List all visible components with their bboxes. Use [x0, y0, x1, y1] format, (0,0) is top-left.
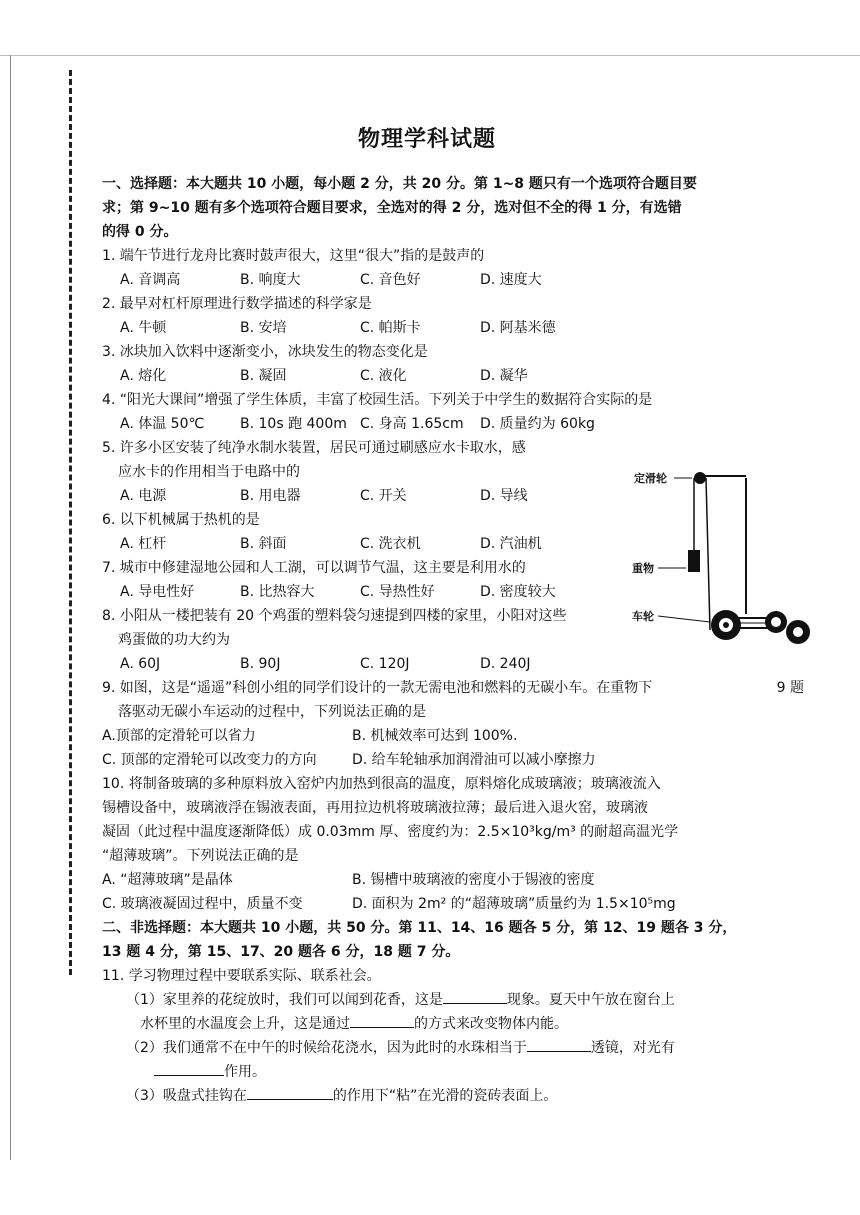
answer-blank[interactable] — [154, 1061, 224, 1076]
page-title: 物理学科试题 — [357, 127, 496, 152]
option-d[interactable]: D. 阿基米德 — [480, 320, 556, 336]
option-d[interactable]: D. 密度较大 — [480, 584, 556, 600]
text: 作用。 — [224, 1064, 266, 1080]
question-stem: 凝固（此过程中温度逐渐降低）成 0.03mm 厚、密度约为：2.5×10³kg/m³ 的耐超高温光学 — [102, 824, 679, 840]
question-stem: 11. 学习物理过程中要联系实际、联系社会。 — [102, 968, 381, 984]
option-a[interactable]: A.顶部的定滑轮可以省力 — [102, 728, 256, 744]
option-d[interactable]: D. 凝华 — [480, 368, 528, 384]
option-a[interactable]: A. 60J — [120, 656, 161, 672]
option-b[interactable]: B. 10s 跑 400m — [240, 416, 347, 432]
answer-blank[interactable] — [443, 989, 507, 1004]
option-c[interactable]: C. 帕斯卡 — [360, 320, 421, 336]
option-row — [120, 316, 752, 340]
option-b[interactable]: B. 用电器 — [240, 488, 301, 504]
question-stem: 7. 城市中修建湿地公园和人工湖，可以调节气温，这主要是利用水的 — [102, 560, 526, 576]
subquestion-1 — [126, 988, 752, 1012]
option-a[interactable]: A. 电源 — [120, 488, 167, 504]
question-stem: 1. 端午节进行龙舟比赛时鼓声很大，这里“很大”指的是鼓声的 — [102, 248, 485, 264]
instruction-line: 二、非选择题：本大题共 10 小题，共 50 分。第 11、14、16 题各 5 分，第 12、19 题各 3 分， — [102, 920, 737, 936]
question-10 — [102, 772, 752, 916]
page-top-border — [0, 55, 860, 56]
option-row — [120, 412, 752, 436]
question-stem: 4. “阳光大课间”增强了学生体质，丰富了校园生活。下列关于中学生的数据符合实际的是 — [102, 392, 653, 408]
section-1-instructions — [102, 172, 752, 244]
text: 现象。夏天中午放在窗台上 — [506, 992, 675, 1008]
question-stem: 5. 许多小区安装了纯净水制水装置，居民可通过刷感应水卡取水，感 — [102, 440, 526, 456]
question-2 — [102, 292, 752, 340]
label-weight: 重物 — [632, 562, 654, 575]
option-d[interactable]: D. 汽油机 — [480, 536, 542, 552]
binding-dashed-line — [69, 70, 72, 975]
option-row — [120, 268, 752, 292]
text: 的作用下“粘”在光滑的瓷砖表面上。 — [332, 1088, 558, 1104]
option-d[interactable]: D. 面积为 2m² 的“超薄玻璃”质量约为 1.5×10⁵mg — [352, 896, 676, 912]
option-c[interactable]: C. 开关 — [360, 488, 407, 504]
text: （2）我们通常不在中午的时候给花浇水，因为此时的水珠相当于 — [126, 1040, 527, 1056]
question-stem: 10. 将制备玻璃的多种原料放入窑炉内加热到很高的温度，原料熔化成玻璃液；玻璃液流入 — [102, 776, 661, 792]
option-row — [102, 724, 752, 748]
label-wheel: 车轮 — [632, 610, 654, 623]
option-b[interactable]: B. 斜面 — [240, 536, 287, 552]
question-stem: 2. 最早对杠杆原理进行数学描述的科学家是 — [102, 296, 372, 312]
figure-caption: 9 题 — [776, 680, 804, 696]
option-a[interactable]: A. “超薄玻璃”是晶体 — [102, 872, 233, 888]
question-stem: 落驱动无碳小车运动的过程中，下列说法正确的是 — [118, 704, 426, 720]
question-3 — [102, 340, 752, 388]
subquestion-2-cont — [154, 1060, 752, 1084]
question-stem: 9. 如图，这是“遥遥”科创小组的同学们设计的一款无需电池和燃料的无碳小车。在重物下 — [102, 680, 653, 696]
section-2-instructions — [102, 916, 752, 964]
option-d[interactable]: D. 240J — [480, 656, 531, 672]
option-d[interactable]: D. 速度大 — [480, 272, 542, 288]
option-c[interactable]: C. 导热性好 — [360, 584, 435, 600]
page-left-border — [10, 55, 11, 1160]
option-row — [102, 892, 752, 916]
question-stem: 应水卡的作用相当于电路中的 — [118, 464, 300, 480]
car-diagram — [628, 462, 818, 702]
option-b[interactable]: B. 机械效率可达到 100%. — [352, 728, 518, 744]
question-stem: 6. 以下机械属于热机的是 — [102, 512, 260, 528]
option-row — [102, 748, 752, 772]
instruction-line: 13 题 4 分，第 15、17、20 题各 6 分，18 题 7 分。 — [102, 944, 460, 960]
option-a[interactable]: A. 体温 50℃ — [120, 416, 205, 432]
option-c[interactable]: C. 液化 — [360, 368, 407, 384]
question-stem: 3. 冰块加入饮料中逐渐变小，冰块发生的物态变化是 — [102, 344, 428, 360]
option-b[interactable]: B. 凝固 — [240, 368, 287, 384]
text: （3）吸盘式挂钩在 — [126, 1088, 247, 1104]
option-c[interactable]: C. 身高 1.65cm — [360, 416, 464, 432]
option-row — [102, 868, 752, 892]
instruction-line: 的得 0 分。 — [102, 224, 178, 240]
option-a[interactable]: A. 导电性好 — [120, 584, 195, 600]
option-b[interactable]: B. 90J — [240, 656, 281, 672]
option-c[interactable]: C. 音色好 — [360, 272, 421, 288]
subquestion-3 — [126, 1084, 752, 1108]
answer-blank[interactable] — [350, 1013, 414, 1028]
question-stem: “超薄玻璃”。下列说法正确的是 — [102, 848, 299, 864]
option-a[interactable]: A. 牛顿 — [120, 320, 167, 336]
option-row — [120, 364, 752, 388]
option-c[interactable]: C. 玻璃液凝固过程中，质量不变 — [102, 896, 303, 912]
text: （1）家里养的花绽放时，我们可以闻到花香，这是 — [126, 992, 443, 1008]
instruction-line: 一、选择题：本大题共 10 小题，每小题 2 分，共 20 分。第 1~8 题只有一个选项符合题目要 — [102, 176, 697, 192]
subquestion-1-cont — [140, 1012, 752, 1036]
option-c[interactable]: C. 顶部的定滑轮可以改变力的方向 — [102, 752, 317, 768]
option-a[interactable]: A. 杠杆 — [120, 536, 167, 552]
question-1 — [102, 244, 752, 292]
option-b[interactable]: B. 响度大 — [240, 272, 301, 288]
question-4 — [102, 388, 752, 436]
question-stem: 锡槽设备中，玻璃液浮在锡液表面，再用拉边机将玻璃液拉薄；最后进入退火窑，玻璃液 — [102, 800, 648, 816]
text: 透镜，对光有 — [590, 1040, 675, 1056]
text: 的方式来改变物体内能。 — [414, 1016, 568, 1032]
subquestion-2 — [126, 1036, 752, 1060]
carbon-free-car-figure — [628, 462, 818, 702]
question-stem: 鸡蛋做的功大约为 — [118, 632, 230, 648]
question-stem: 8. 小阳从一楼把装有 20 个鸡蛋的塑料袋匀速提到四楼的家里，小阳对这些 — [102, 608, 567, 624]
answer-blank[interactable] — [247, 1085, 333, 1100]
option-d[interactable]: D. 导线 — [480, 488, 528, 504]
label-pulley: 定滑轮 — [634, 472, 667, 485]
option-b[interactable]: B. 安培 — [240, 320, 287, 336]
question-11 — [102, 964, 752, 1108]
option-a[interactable]: A. 音调高 — [120, 272, 181, 288]
option-b[interactable]: B. 比热容大 — [240, 584, 315, 600]
option-a[interactable]: A. 熔化 — [120, 368, 167, 384]
option-d[interactable]: D. 给车轮轴承加润滑油可以减小摩擦力 — [352, 752, 596, 768]
instruction-line: 求；第 9~10 题有多个选项符合题目要求，全选对的得 2 分，选对但不全的得 1 分，有选错 — [102, 200, 682, 216]
option-d[interactable]: D. 质量约为 60kg — [480, 416, 595, 432]
option-b[interactable]: B. 锡槽中玻璃液的密度小于锡液的密度 — [352, 872, 595, 888]
answer-blank[interactable] — [527, 1037, 591, 1052]
option-c[interactable]: C. 洗衣机 — [360, 536, 421, 552]
option-c[interactable]: C. 120J — [360, 656, 410, 672]
text: 水杯里的水温度会上升，这是通过 — [140, 1016, 350, 1032]
